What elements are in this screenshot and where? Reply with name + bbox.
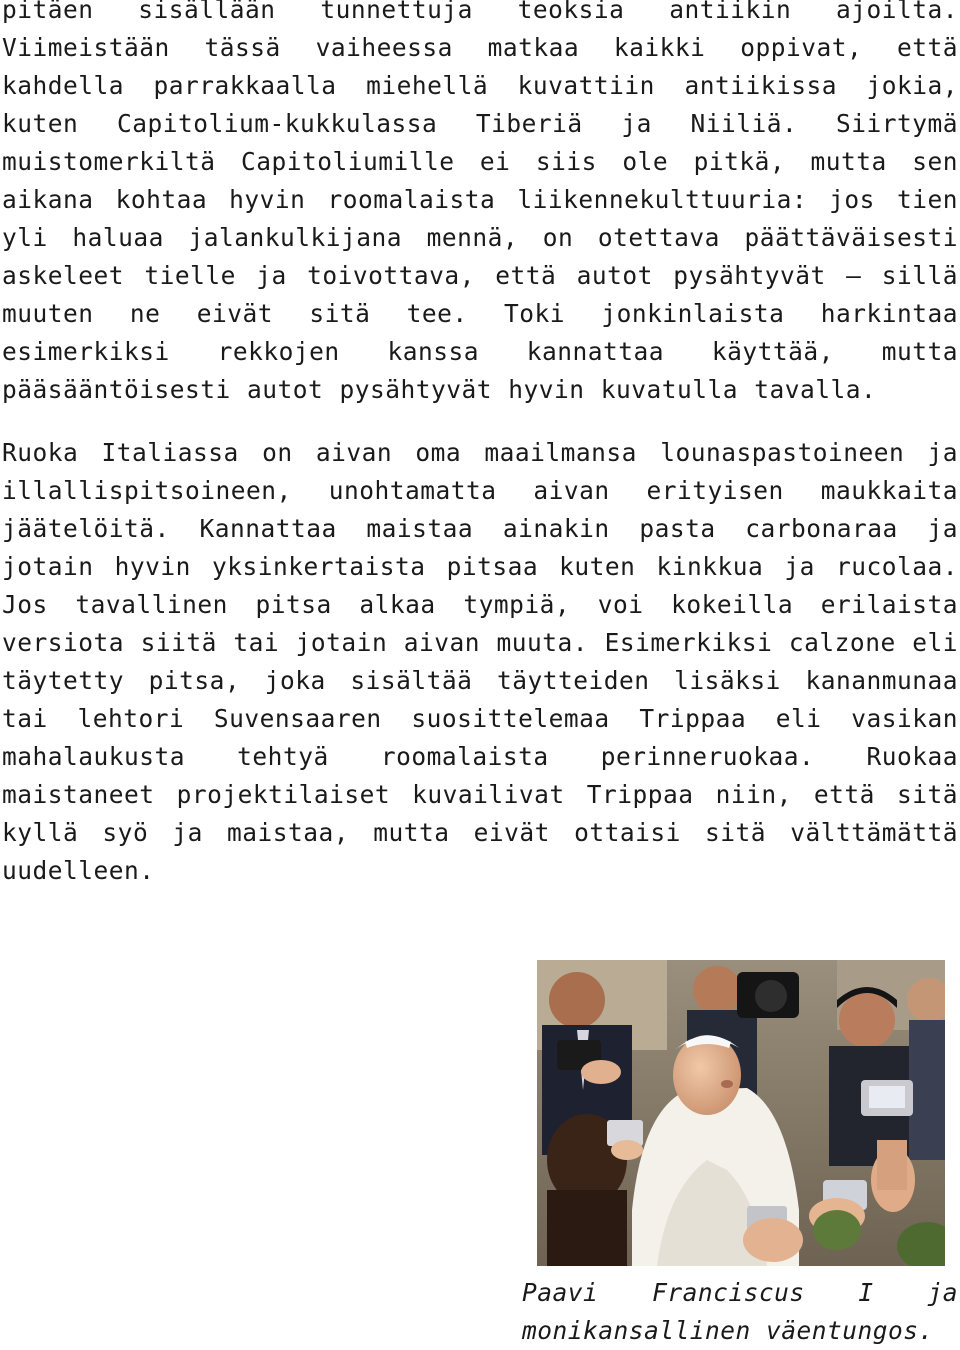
article-body — [2, 0, 958, 890]
pope-crowd-photo — [537, 960, 945, 1266]
paragraph-traffic: pitäen sisällään tunnettuja teoksia antiikin ajoilta. Viimeistään tässä vaiheessa matkaa kaikki oppivat, että kahdella parrakkaalla miehellä kuvattiin antiikissa jokia, kuten Capitolium-kukkulassa Tiberiä ja Niiliä. Siirtymä muistomerkiltä Capitoliumille ei siis ole pitkä, mutta sen aikana kohtaa hyvin roomalaista liikennekulttuuria: jos tien yli haluaa jalankulkijana mennä, on otettava päättäväisesti askeleet tielle ja toivottava, että autot pysähtyvät – sillä muuten ne eivät sitä tee. Toki jonkinlaista harkintaa esimerkiksi rekkojen kanssa kannattaa käyttää, mutta pääsääntöisesti autot pysähtyvät hyvin kuvatulla tavalla. — [2, 0, 958, 404]
photo-caption: Paavi Franciscus I ja monikansallinen väentungos. — [522, 1278, 958, 1345]
photo-illustration — [537, 960, 945, 1266]
paragraph-food: Ruoka Italiassa on aivan oma maailmansa lounaspastoineen ja illallispitsoineen, unohtamatta aivan erityisen maukkaita jäätelöitä. Kannattaa maistaa ainakin pasta carbonaraa ja jotain hyvin yksinkertaista pitsaa kuten kinkkua ja rucolaa. Jos tavallinen pitsa alkaa tympiä, voi kokeilla erilaista versiota siitä tai jotain aivan muuta. Esimerkiksi calzone eli täytetty pitsa, joka sisältää täytteiden lisäksi kananmunaa tai lehtori Suvensaaren suosittelemaa Trippaa eli vasikan mahalaukusta tehtyä roomalaista perinneruokaa. Ruokaa maistaneet projektilaiset kuvailivat Trippaa niin, että sitä kyllä syö ja maistaa, mutta eivät ottaisi sitä välttämättä uudelleen. — [2, 438, 958, 885]
